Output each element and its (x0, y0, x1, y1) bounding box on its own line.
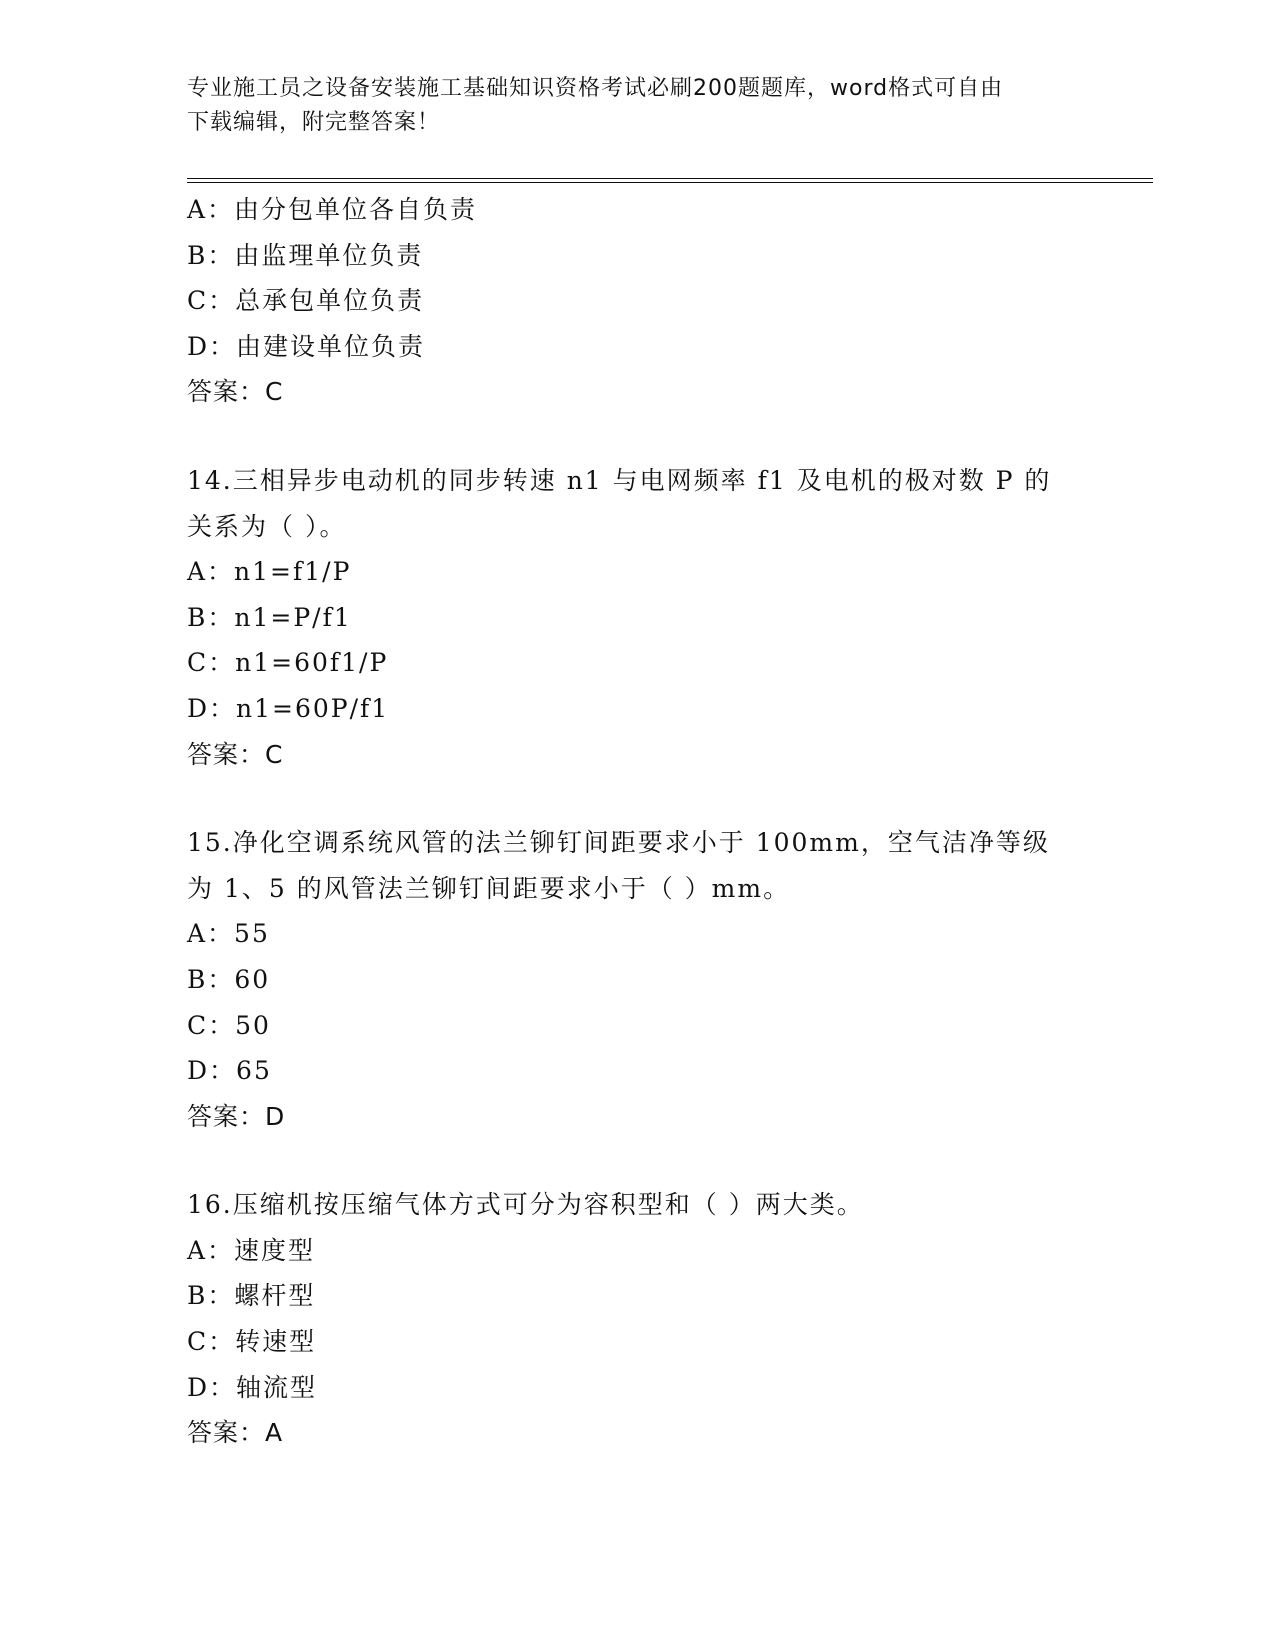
answer: 答案：A (187, 1418, 284, 1448)
question-text-line-1: 14.三相异步电动机的同步转速 n1 与电网频率 f1 及电机的极对数 P 的 (187, 465, 1052, 495)
answer: 答案：D (187, 1101, 286, 1131)
question-16 (187, 1182, 1087, 1456)
header-line-1: 专业施工员之设备安装施工基础知识资格考试必刷200题题库，word格式可自由 (187, 76, 1004, 101)
option-c: C：50 (187, 1010, 271, 1040)
option-c: C：转速型 (187, 1327, 317, 1357)
question-15 (187, 820, 1087, 1139)
question-text-line-2: 为 1、5 的风管法兰铆钉间距要求小于（ ）mm。 (187, 873, 791, 903)
option-b: B：n1=P/f1 (187, 602, 352, 632)
option-d: D：由建设单位负责 (187, 331, 426, 361)
option-d: D：n1=60P/f1 (187, 693, 390, 723)
document-header (187, 72, 1067, 140)
spacer (187, 777, 1087, 820)
option-b: B：60 (187, 964, 271, 994)
option-a: A：55 (187, 919, 270, 949)
header-divider-bottom (187, 182, 1153, 183)
answer: 答案：C (187, 739, 284, 769)
option-b: B：由监理单位负责 (187, 240, 424, 270)
option-c: C：总承包单位负责 (187, 286, 425, 316)
answer: 答案：C (187, 377, 284, 407)
question-13 (187, 187, 1087, 415)
header-divider-top (187, 178, 1153, 179)
question-text-line-1: 15.净化空调系统风管的法兰铆钉间距要求小于 100mm，空气洁净等级 (187, 828, 1050, 858)
option-c: C：n1=60f1/P (187, 648, 389, 678)
option-b: B：螺杆型 (187, 1281, 316, 1311)
spacer (187, 415, 1087, 458)
spacer (187, 1139, 1087, 1182)
option-a: A：由分包单位各自负责 (187, 195, 478, 224)
question-text-line-1: 16.压缩机按压缩气体方式可分为容积型和（ ）两大类。 (187, 1190, 864, 1220)
question-14 (187, 458, 1087, 777)
option-d: D：65 (187, 1056, 272, 1086)
question-text-line-2: 关系为（ ）。 (187, 511, 347, 541)
option-a: A：n1=f1/P (187, 557, 352, 587)
question-content (187, 187, 1087, 1456)
option-d: D：轴流型 (187, 1372, 318, 1402)
header-line-2: 下载编辑，附完整答案！ (187, 110, 441, 135)
option-a: A：速度型 (187, 1235, 316, 1265)
